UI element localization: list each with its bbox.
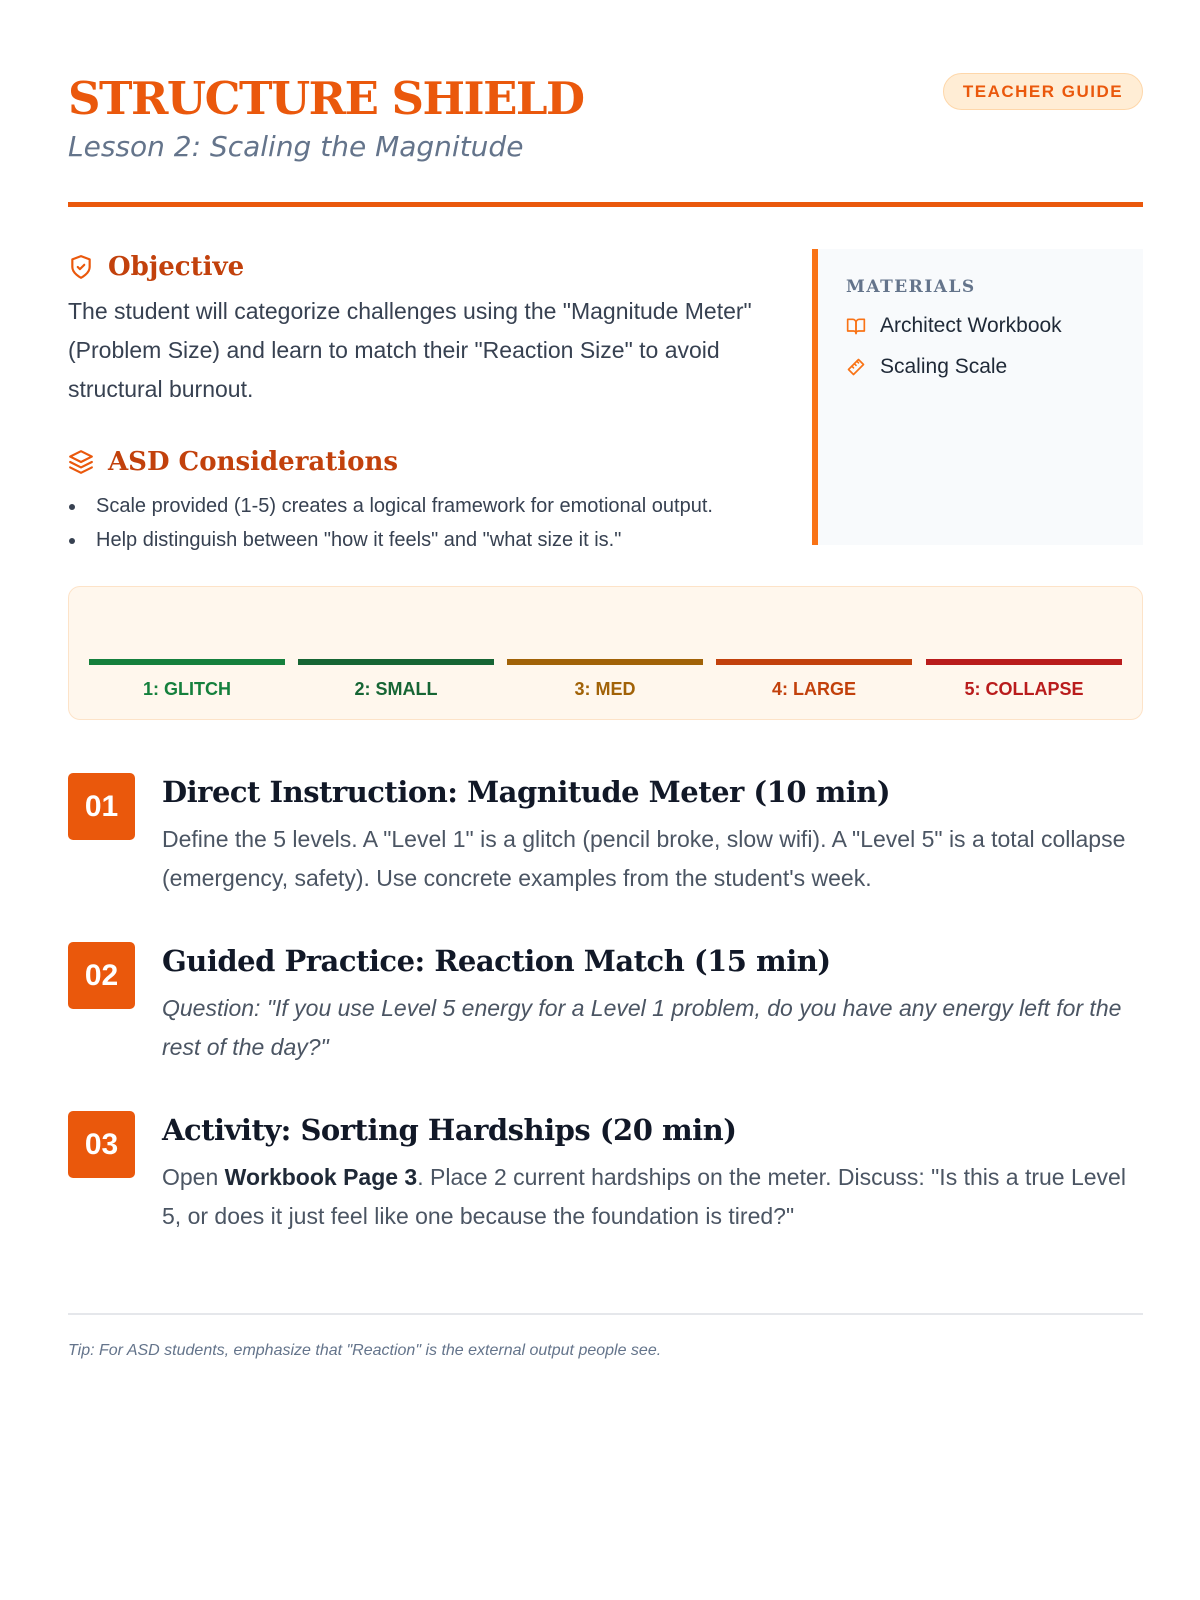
meter-bar: [716, 659, 912, 665]
header-divider: [68, 202, 1143, 207]
materials-panel: [812, 249, 1143, 545]
list-item: Help distinguish between "how it feels" and "what size it is.": [68, 523, 768, 557]
step-text: Define the 5 levels. A "Level 1" is a glitch (pencil broke, slow wifi). A "Level 5" is a total collapse (emergency, safety). Use concrete examples from the student's week.: [162, 826, 1126, 891]
step-number: 03: [68, 1111, 135, 1178]
objective-column: [68, 250, 768, 557]
objective-heading-label: Objective: [108, 252, 245, 282]
meter-level-1: [89, 659, 285, 705]
step-text: [162, 1158, 1143, 1236]
step-guided-practice: [68, 942, 1143, 1067]
list-item: Scale provided (1-5) creates a logical framework for emotional output.: [68, 489, 768, 523]
material-label: Scaling Scale: [880, 355, 1008, 378]
step-title: Activity: Sorting Hardships (20 min): [162, 1113, 737, 1147]
teacher-guide-badge: TEACHER GUIDE: [943, 73, 1143, 110]
step-title: Guided Practice: Reaction Match (15 min): [162, 944, 831, 978]
page-header: [68, 70, 1143, 210]
book-open-icon: [846, 316, 866, 336]
step-direct-instruction: [68, 773, 1143, 898]
workbook-page-ref: Workbook Page 3: [224, 1164, 418, 1190]
meter-label: 2: SMALL: [354, 679, 438, 699]
lesson-subtitle: Lesson 2: Scaling the Magnitude: [68, 130, 524, 163]
step-number: 02: [68, 942, 135, 1009]
step-text: Question: "If you use Level 5 energy for a Level 1 problem, do you have any energy left for the rest of the day?": [162, 995, 1122, 1060]
step-activity: [68, 1111, 1143, 1236]
materials-title: MATERIALS: [846, 277, 976, 297]
step-text-part: Open: [162, 1164, 225, 1190]
material-item-workbook: [846, 314, 1143, 338]
step-number: 01: [68, 773, 135, 840]
meter-bar: [507, 659, 703, 665]
meter-bar: [298, 659, 494, 665]
meter-bar: [926, 659, 1122, 665]
asd-list: [68, 489, 768, 557]
meter-label: 1: GLITCH: [143, 679, 231, 699]
asd-heading: [68, 445, 768, 479]
asd-heading-label: ASD Considerations: [108, 447, 399, 477]
page-title: STRUCTURE SHIELD: [68, 72, 584, 125]
meter-level-4: [716, 659, 912, 705]
meter-bar: [89, 659, 285, 665]
magnitude-meter: [68, 586, 1143, 720]
meter-level-2: [298, 659, 494, 705]
material-item-scale: [846, 355, 1143, 379]
footer-divider: [68, 1313, 1143, 1315]
asd-considerations: [68, 445, 768, 557]
meter-label: 5: COLLAPSE: [964, 679, 1084, 699]
meter-level-3: [507, 659, 703, 705]
meter-label: 3: MED: [574, 679, 636, 699]
step-title: Direct Instruction: Magnitude Meter (10 min): [162, 775, 891, 809]
meter-label: 4: LARGE: [771, 679, 856, 699]
meter-level-5: [926, 659, 1122, 705]
lesson-steps: [68, 773, 1143, 1236]
ruler-icon: [846, 357, 866, 377]
layers-icon: [68, 449, 94, 475]
shield-icon: [68, 254, 94, 280]
objective-heading: [68, 250, 768, 284]
objective-text: The student will categorize challenges using the "Magnitude Meter" (Problem Size) and learn to match their "Reaction Size" to avoid structural burnout.: [68, 298, 752, 402]
step-text-part: . Place 2 current hardships on the meter. Discuss: "Is this a true Level 5, or does it just feel like one because the foundation is tired?": [162, 1164, 1126, 1229]
footer-tip: Tip: For ASD students, emphasize that "Reaction" is the external output people see.: [68, 1342, 662, 1359]
material-label: Architect Workbook: [880, 314, 1062, 337]
